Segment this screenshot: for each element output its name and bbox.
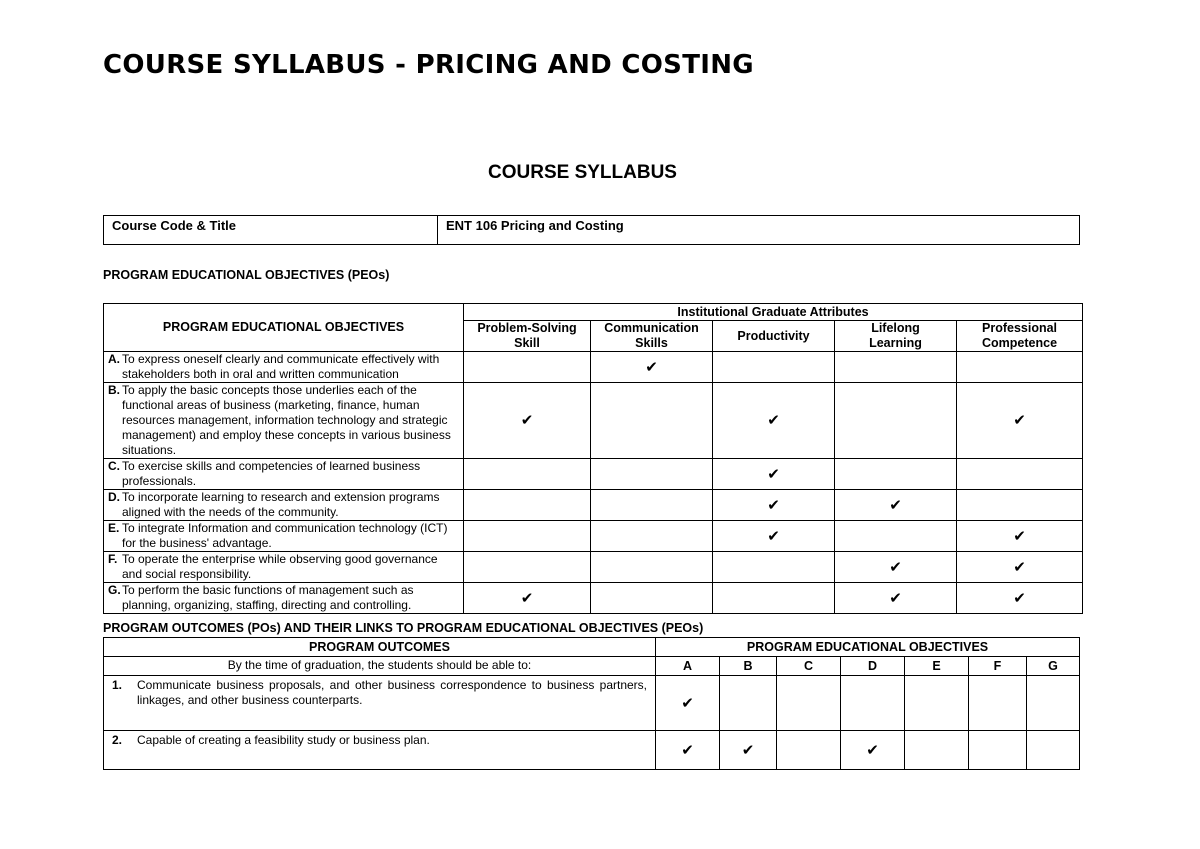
po-row — [104, 731, 1080, 770]
peo-row — [104, 383, 1083, 459]
checkmark-icon: ✔ — [656, 731, 720, 770]
checkmark-icon: ✔ — [591, 352, 713, 383]
po-row — [104, 676, 1080, 731]
checkmark-icon — [957, 352, 1083, 383]
peo-objective — [104, 490, 463, 520]
peo-table — [103, 303, 1083, 614]
peo-objective — [104, 583, 463, 613]
peo-text: To express oneself clearly and communicate effectively with stakeholders both in oral and written communication — [122, 352, 440, 381]
po-text: Communicate business proposals, and other business correspondence to business partners, linkages, and other business counterparts. — [137, 678, 647, 707]
peo-section-title: PROGRAM EDUCATIONAL OBJECTIVES (PEOs) — [103, 268, 390, 282]
po-subheader: By the time of graduation, the students should be able to: — [104, 657, 656, 676]
checkmark-icon — [841, 676, 905, 731]
checkmark-icon: ✔ — [841, 731, 905, 770]
checkmark-icon — [464, 552, 591, 583]
po-outcome — [104, 676, 655, 708]
checkmark-icon: ✔ — [835, 552, 957, 583]
attribute-header — [464, 321, 591, 352]
peo-letter-header: G — [1027, 657, 1080, 676]
peo-row — [104, 490, 1083, 521]
checkmark-icon — [591, 459, 713, 490]
graduate-attributes-header: Institutional Graduate Attributes — [464, 304, 1083, 321]
peo-text: To incorporate learning to research and extension programs aligned with the needs of the community. — [122, 490, 440, 519]
peo-text: To exercise skills and competencies of learned business professionals. — [122, 459, 421, 488]
checkmark-icon — [591, 583, 713, 614]
checkmark-icon: ✔ — [957, 521, 1083, 552]
peo-letter: B. — [108, 383, 120, 397]
checkmark-icon: ✔ — [957, 383, 1083, 459]
checkmark-icon — [905, 731, 969, 770]
peo-text: To operate the enterprise while observing good governance and social responsibility. — [122, 552, 438, 581]
checkmark-icon: ✔ — [713, 383, 835, 459]
po-number: 2. — [112, 733, 123, 747]
course-code-label: Course Code & Title — [104, 216, 438, 245]
attribute-header-line: Lifelong — [871, 321, 920, 335]
peo-objective-cell — [104, 583, 464, 614]
po-table — [103, 637, 1080, 770]
peo-objective — [104, 521, 463, 551]
attribute-header-line: Professional — [982, 321, 1058, 335]
checkmark-icon — [777, 676, 841, 731]
checkmark-icon: ✔ — [656, 676, 720, 731]
checkmark-icon — [969, 731, 1027, 770]
peo-letter-header: A — [656, 657, 720, 676]
peo-letter-header: F — [969, 657, 1027, 676]
po-outcome — [104, 731, 655, 748]
peo-text: To perform the basic functions of management such as planning, organizing, staffing, directing and controlling. — [122, 583, 414, 612]
peo-letter: F. — [108, 552, 118, 566]
peo-objective-cell — [104, 490, 464, 521]
peo-letter-header: B — [720, 657, 777, 676]
course-code-table — [103, 215, 1080, 245]
po-section-title: PROGRAM OUTCOMES (POs) AND THEIR LINKS TO PROGRAM EDUCATIONAL OBJECTIVES (PEOs) — [103, 621, 704, 635]
po-number: 1. — [112, 678, 123, 692]
checkmark-icon — [969, 676, 1027, 731]
peo-letter-header: E — [905, 657, 969, 676]
peo-objective-cell — [104, 352, 464, 383]
checkmark-icon: ✔ — [957, 552, 1083, 583]
course-code-value: ENT 106 Pricing and Costing — [438, 216, 1080, 245]
peo-letter: E. — [108, 521, 120, 535]
checkmark-icon — [957, 459, 1083, 490]
peo-row — [104, 459, 1083, 490]
attribute-header-line: Problem-Solving — [477, 321, 577, 335]
checkmark-icon — [835, 383, 957, 459]
attribute-header — [957, 321, 1083, 352]
attribute-header-line: Competence — [982, 336, 1058, 350]
checkmark-icon: ✔ — [835, 583, 957, 614]
checkmark-icon: ✔ — [713, 490, 835, 521]
po-peo-header: PROGRAM EDUCATIONAL OBJECTIVES — [656, 638, 1080, 657]
checkmark-icon: ✔ — [835, 490, 957, 521]
checkmark-icon — [713, 552, 835, 583]
checkmark-icon — [464, 459, 591, 490]
peo-objective — [104, 352, 463, 382]
attribute-header — [591, 321, 713, 352]
peo-letter-header: C — [777, 657, 841, 676]
po-column-header: PROGRAM OUTCOMES — [104, 638, 656, 657]
attribute-header-line: Learning — [869, 336, 922, 350]
checkmark-icon — [835, 459, 957, 490]
peo-row — [104, 521, 1083, 552]
peo-text: To apply the basic concepts those underlies each of the functional areas of business (marketing, finance, human resources management, information technology and strategic management) and employ these concepts in various business situations. — [122, 383, 451, 457]
checkmark-icon: ✔ — [957, 583, 1083, 614]
checkmark-icon: ✔ — [713, 521, 835, 552]
checkmark-icon — [1027, 731, 1080, 770]
checkmark-icon — [835, 521, 957, 552]
po-outcome-cell — [104, 676, 656, 731]
peo-objective-cell — [104, 459, 464, 490]
checkmark-icon — [1027, 676, 1080, 731]
checkmark-icon — [713, 352, 835, 383]
attribute-header-line: Skill — [514, 336, 540, 350]
checkmark-icon — [464, 521, 591, 552]
peo-row — [104, 352, 1083, 383]
peo-objective — [104, 383, 463, 458]
peo-objective-cell — [104, 552, 464, 583]
document-title: COURSE SYLLABUS - PRICING AND COSTING — [103, 50, 754, 80]
checkmark-icon: ✔ — [713, 459, 835, 490]
po-outcome-cell — [104, 731, 656, 770]
peo-column-header: PROGRAM EDUCATIONAL OBJECTIVES — [104, 304, 464, 352]
peo-letter: G. — [108, 583, 121, 597]
checkmark-icon: ✔ — [464, 583, 591, 614]
checkmark-icon — [591, 521, 713, 552]
checkmark-icon — [835, 352, 957, 383]
attribute-header-line: Skills — [635, 336, 668, 350]
peo-row — [104, 583, 1083, 614]
peo-letter: C. — [108, 459, 120, 473]
peo-letter: D. — [108, 490, 120, 504]
peo-letter: A. — [108, 352, 120, 366]
checkmark-icon — [957, 490, 1083, 521]
attribute-header-line: Productivity — [737, 328, 810, 343]
checkmark-icon — [591, 552, 713, 583]
peo-objective-cell — [104, 521, 464, 552]
peo-row — [104, 552, 1083, 583]
checkmark-icon — [777, 731, 841, 770]
checkmark-icon — [464, 352, 591, 383]
checkmark-icon — [591, 490, 713, 521]
checkmark-icon — [464, 490, 591, 521]
peo-letter-header: D — [841, 657, 905, 676]
checkmark-icon — [713, 583, 835, 614]
attribute-header — [835, 321, 957, 352]
attribute-header-line: Communication — [604, 321, 699, 335]
checkmark-icon: ✔ — [720, 731, 777, 770]
peo-objective — [104, 552, 463, 582]
attribute-header — [713, 321, 835, 352]
checkmark-icon — [905, 676, 969, 731]
peo-objective — [104, 459, 463, 489]
checkmark-icon: ✔ — [464, 383, 591, 459]
syllabus-heading: COURSE SYLLABUS — [488, 162, 677, 183]
peo-objective-cell — [104, 383, 464, 459]
po-text: Capable of creating a feasibility study or business plan. — [137, 733, 430, 747]
checkmark-icon — [591, 383, 713, 459]
peo-text: To integrate Information and communication technology (ICT) for the business' advantage. — [122, 521, 448, 550]
checkmark-icon — [720, 676, 777, 731]
